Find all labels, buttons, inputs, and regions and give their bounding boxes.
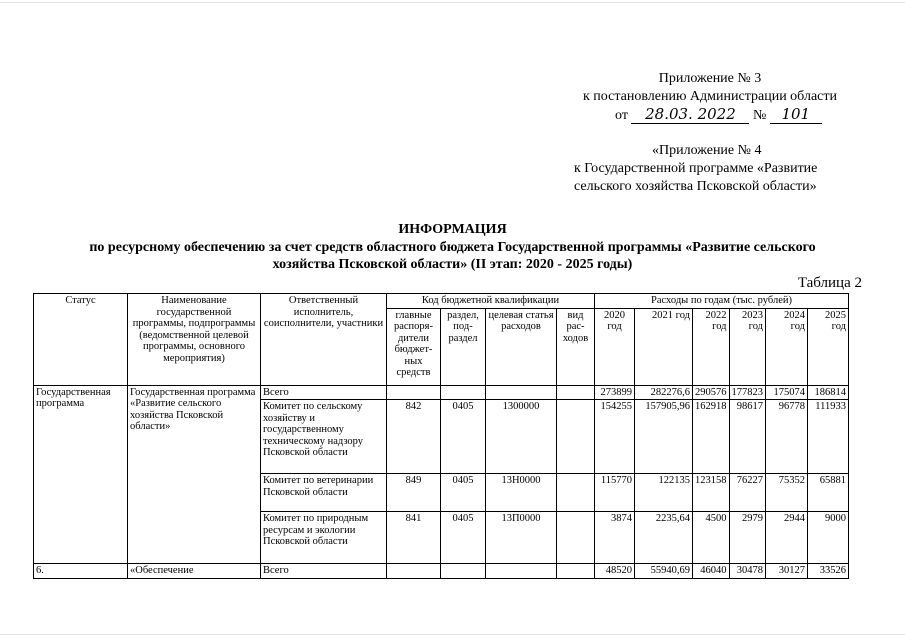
row6-grbs <box>387 564 441 579</box>
row6-2022: 46040 <box>693 564 730 579</box>
row-type <box>557 474 595 512</box>
signed-date: 28.03. 2022 <box>631 106 749 124</box>
row-2025: 65881 <box>808 474 849 512</box>
row6-2024: 30127 <box>766 564 808 579</box>
heading-line1: по ресурсному обеспечению за счет средств областного бюджета Государственной программы «Развитие сельского <box>89 240 816 255</box>
table-label: Таблица 2 <box>797 275 862 291</box>
prev-appendix-block <box>574 142 864 195</box>
group1-name: Государственная программа «Развитие сельского хозяйства Псковской области» <box>128 385 261 564</box>
row-2024: 175074 <box>766 385 808 400</box>
table-row <box>34 385 849 400</box>
row-2024: 96778 <box>766 400 808 474</box>
header-row-1 <box>34 294 849 309</box>
header-target: целевая статья расходов <box>486 308 557 385</box>
header-2021: 2021 год <box>635 308 693 385</box>
header-section: раздел, под-раздел <box>441 308 486 385</box>
header-executor: Ответственный исполнитель, соисполнители, участники <box>261 294 387 386</box>
row-2023: 177823 <box>729 385 766 400</box>
heading-title: ИНФОРМАЦИЯ <box>398 222 507 237</box>
row-2022: 4500 <box>693 512 730 564</box>
row-target <box>486 385 557 400</box>
scan-edge-bottom <box>0 634 905 635</box>
row6-target <box>486 564 557 579</box>
row6-2020: 48520 <box>595 564 635 579</box>
row-section: 0405 <box>441 400 486 474</box>
signed-number: 101 <box>770 106 822 124</box>
appendix-line2: к постановлению Администрации области <box>583 89 837 104</box>
row-2021: 157905,96 <box>635 400 693 474</box>
row-2022: 290576 <box>693 385 730 400</box>
table-row <box>34 564 849 579</box>
appendix-line1: Приложение № 3 <box>658 71 762 86</box>
row6-2021: 55940,69 <box>635 564 693 579</box>
row-executor: Всего <box>261 385 387 400</box>
row-executor: Комитет по природным ресурсам и экологии Псковской области <box>261 512 387 564</box>
row-2025: 186814 <box>808 385 849 400</box>
row6-2023: 30478 <box>729 564 766 579</box>
row6-type <box>557 564 595 579</box>
row-target: 1300000 <box>486 400 557 474</box>
header-2022: 2022 год <box>693 308 730 385</box>
row-2020: 115770 <box>595 474 635 512</box>
row-type <box>557 400 595 474</box>
header-2024: 2024 год <box>766 308 808 385</box>
row-2021: 122135 <box>635 474 693 512</box>
row-2020: 273899 <box>595 385 635 400</box>
row-target: 13Н0000 <box>486 474 557 512</box>
resource-table <box>33 293 849 579</box>
row-grbs <box>387 385 441 400</box>
row-executor: Комитет по сельскому хозяйству и государственному техническому надзору Псковской области <box>261 400 387 474</box>
row-section: 0405 <box>441 512 486 564</box>
row-2025: 111933 <box>808 400 849 474</box>
row-2022: 123158 <box>693 474 730 512</box>
row-2023: 98617 <box>729 400 766 474</box>
header-grbs: главные распоря-дители бюджет-ных средств <box>387 308 441 385</box>
prev-appendix-line3: сельского хозяйства Псковской области» <box>574 179 817 194</box>
row-grbs: 849 <box>387 474 441 512</box>
prev-appendix-line1: «Приложение № 4 <box>652 143 762 158</box>
header-status: Статус <box>34 294 128 386</box>
header-budget-code: Код бюджетной квалификации <box>387 294 595 309</box>
row6-section <box>441 564 486 579</box>
appendix-block <box>560 70 860 124</box>
header-expenses: Расходы по годам (тыс. рублей) <box>595 294 849 309</box>
row-section: 0405 <box>441 474 486 512</box>
heading-line2: хозяйства Псковской области» (II этап: 2020 - 2025 годы) <box>272 257 633 272</box>
header-2020: 2020 год <box>595 308 635 385</box>
row-2020: 3874 <box>595 512 635 564</box>
header-name: Наименование государственной программы, подпрограммы (ведомственной целевой программы, основного мероприятия) <box>128 294 261 386</box>
row-type <box>557 512 595 564</box>
row6-name: «Обеспечение <box>128 564 261 579</box>
header-type: вид рас-ходов <box>557 308 595 385</box>
row-2020: 154255 <box>595 400 635 474</box>
group1-status: Государственная программа <box>34 385 128 564</box>
header-2025: 2025 год <box>808 308 849 385</box>
row-section <box>441 385 486 400</box>
scan-edge-top <box>0 2 905 3</box>
prev-appendix-line2: к Государственной программе «Развитие <box>574 161 818 176</box>
row-2022: 162918 <box>693 400 730 474</box>
row-2024: 2944 <box>766 512 808 564</box>
row-2025: 9000 <box>808 512 849 564</box>
row6-executor: Всего <box>261 564 387 579</box>
from-label: от <box>615 108 628 123</box>
row-2023: 2979 <box>729 512 766 564</box>
row-grbs: 842 <box>387 400 441 474</box>
row-grbs: 841 <box>387 512 441 564</box>
document-heading <box>20 222 885 273</box>
row6-2025: 33526 <box>808 564 849 579</box>
number-label: № <box>752 108 767 123</box>
row-2023: 76227 <box>729 474 766 512</box>
row-executor: Комитет по ветеринарии Псковской области <box>261 474 387 512</box>
row-2021: 2235,64 <box>635 512 693 564</box>
row-2021: 282276,6 <box>635 385 693 400</box>
row-target: 13П0000 <box>486 512 557 564</box>
row6-status: 6. <box>34 564 128 579</box>
appendix-date-line <box>560 106 860 124</box>
row-2024: 75352 <box>766 474 808 512</box>
row-type <box>557 385 595 400</box>
header-2023: 2023 год <box>729 308 766 385</box>
